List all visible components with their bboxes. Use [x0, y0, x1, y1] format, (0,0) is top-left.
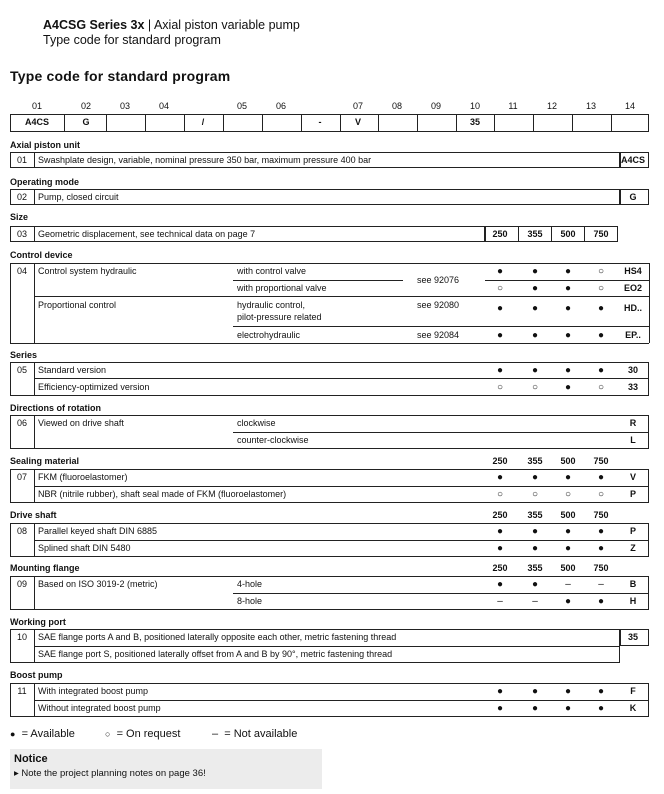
document-subtitle: Type code for standard program — [43, 33, 221, 47]
row-description: Geometric displacement, see technical data on page 7 — [38, 229, 256, 239]
table-rule — [233, 593, 649, 594]
section-title: Mounting flange — [10, 563, 80, 573]
control-group-label: Proportional control — [38, 300, 117, 310]
row-description: Pump, closed circuit — [38, 192, 119, 202]
control-option: hydraulic control, — [237, 300, 306, 310]
filled-circle-icon: ● — [564, 703, 572, 714]
size-header: 500 — [560, 510, 576, 520]
table-rule — [10, 343, 649, 344]
position-number: 07 — [352, 101, 363, 111]
position-number: 09 — [430, 101, 441, 111]
table-rule — [34, 646, 620, 647]
size-header: 355 — [527, 510, 543, 520]
order-code: R — [629, 418, 637, 428]
size-header: 355 — [527, 563, 543, 573]
filled-circle-icon: ● — [496, 266, 504, 277]
rotation-option: counter-clockwise — [237, 435, 309, 445]
row-description: Based on ISO 3019-2 (metric) — [38, 579, 158, 589]
section-title: Working port — [10, 617, 66, 627]
table-rule — [233, 432, 649, 433]
control-option: with proportional valve — [237, 283, 327, 293]
table-rule — [378, 114, 379, 132]
row-description: Viewed on drive shaft — [38, 418, 124, 428]
order-code: V — [629, 472, 636, 482]
row-description: Splined shaft DIN 5480 — [38, 543, 131, 553]
order-code: G — [629, 192, 637, 202]
filled-circle-icon: ● — [531, 526, 539, 537]
order-code: 33 — [627, 382, 638, 392]
filled-circle-icon: ● — [597, 526, 605, 537]
notice-text: ▸ Note the project planning notes on page 36! — [14, 768, 206, 779]
table-rule — [572, 114, 573, 132]
position-number: 04 — [158, 101, 169, 111]
dash-icon: – — [497, 596, 503, 607]
filled-circle-icon: ● — [564, 686, 572, 697]
filled-circle-icon: ● — [564, 596, 572, 607]
filled-circle-icon: ● — [496, 303, 504, 314]
open-circle-icon: ○ — [564, 489, 572, 500]
legend-on-request: ○ = On request — [105, 728, 181, 740]
flange-option: 4-hole — [237, 579, 263, 589]
row-number: 11 — [17, 686, 27, 696]
notice-box — [10, 749, 322, 789]
order-code: P — [629, 526, 636, 536]
table-rule — [34, 189, 35, 205]
row-number: 08 — [16, 526, 27, 536]
row-number: 09 — [16, 579, 27, 589]
table-rule — [649, 263, 650, 343]
table-rule — [233, 280, 403, 281]
row-number: 02 — [16, 192, 27, 202]
table-rule — [34, 152, 35, 168]
filled-circle-icon: ● — [564, 283, 572, 294]
filled-circle-icon: ● — [496, 579, 504, 590]
document-header — [43, 18, 300, 32]
filled-circle-icon: ● — [597, 472, 605, 483]
size-cell: 355 — [527, 229, 543, 239]
filled-circle-icon: ● — [496, 543, 504, 554]
page-title: Type code for standard program — [10, 68, 231, 84]
series-name: A4CSG Series 3x — [43, 18, 145, 32]
table-rule — [106, 114, 107, 132]
position-number: 11 — [508, 101, 518, 111]
order-code: F — [630, 686, 636, 696]
filled-circle-icon: ● — [564, 382, 572, 393]
table-rule — [10, 263, 649, 264]
dash-icon: – — [532, 596, 538, 607]
table-rule — [223, 114, 224, 132]
row-number: 04 — [16, 266, 27, 276]
section-title: Drive shaft — [10, 510, 57, 520]
table-rule — [34, 576, 35, 610]
product-name: | Axial piston variable pump — [144, 18, 300, 32]
filled-circle-icon: ● — [597, 330, 605, 341]
filled-circle-icon: ● — [564, 526, 572, 537]
table-rule — [64, 114, 65, 132]
size-header: 500 — [560, 563, 576, 573]
filled-circle-icon: ● — [531, 703, 539, 714]
table-rule — [34, 296, 649, 297]
size-header: 355 — [527, 456, 543, 466]
table-rule — [34, 378, 649, 379]
legend-not-available: – = Not available — [212, 728, 298, 740]
control-option: with control valve — [237, 266, 307, 276]
type-code-cell: V — [354, 117, 361, 127]
row-number: 01 — [16, 155, 27, 165]
section-title: Control device — [10, 250, 73, 260]
flange-option: 8-hole — [237, 596, 263, 606]
filled-circle-icon: ● — [531, 472, 539, 483]
order-code: EP.. — [625, 330, 641, 340]
size-header: 750 — [593, 563, 609, 573]
filled-circle-icon: ● — [10, 729, 16, 739]
section-title: Sealing material — [10, 456, 80, 466]
order-code: EO2 — [623, 283, 642, 293]
filled-circle-icon: ● — [496, 330, 504, 341]
order-code: L — [630, 435, 636, 445]
filled-circle-icon: ● — [496, 526, 504, 537]
table-rule — [34, 415, 35, 449]
order-code: A4CS — [620, 155, 645, 165]
row-description: FKM (fluoroelastomer) — [38, 472, 128, 482]
row-description: Parallel keyed shaft DIN 6885 — [38, 526, 158, 536]
position-number: 03 — [119, 101, 130, 111]
section-title: Size — [10, 212, 29, 222]
row-description: Standard version — [38, 365, 107, 375]
row-description: Without integrated boost pump — [38, 703, 161, 713]
table-rule — [485, 280, 649, 281]
type-code-cell: G — [82, 117, 90, 127]
row-number: 07 — [16, 472, 27, 482]
filled-circle-icon: ● — [531, 365, 539, 376]
open-circle-icon: ○ — [496, 489, 504, 500]
notice-title: Notice — [14, 753, 48, 765]
table-rule — [518, 226, 519, 242]
size-cell: 750 — [593, 229, 609, 239]
section-title: Boost pump — [10, 670, 63, 680]
position-number: 01 — [31, 101, 42, 111]
table-rule — [145, 114, 146, 132]
type-code-cell: - — [318, 117, 322, 127]
legend-available: ● = Available — [10, 728, 75, 740]
control-group-label: Control system hydraulic — [38, 266, 137, 276]
dash-icon: – — [565, 579, 571, 590]
filled-circle-icon: ● — [597, 703, 605, 714]
rotation-option: clockwise — [237, 418, 276, 428]
table-rule — [34, 362, 35, 396]
position-number: 14 — [624, 101, 635, 111]
order-code: H — [629, 596, 637, 606]
filled-circle-icon: ● — [531, 543, 539, 554]
open-circle-icon: ○ — [531, 489, 539, 500]
position-number: 12 — [546, 101, 557, 111]
filled-circle-icon: ● — [564, 266, 572, 277]
order-code: B — [629, 579, 637, 589]
order-code: 30 — [627, 365, 638, 375]
filled-circle-icon: ● — [531, 579, 539, 590]
type-code-cell: 35 — [469, 117, 480, 127]
filled-circle-icon: ● — [531, 283, 539, 294]
open-circle-icon: ○ — [496, 382, 504, 393]
position-number: 10 — [469, 101, 480, 111]
table-rule — [10, 263, 11, 343]
size-cell: 250 — [492, 229, 508, 239]
section-title: Operating mode — [10, 177, 80, 187]
size-header: 500 — [560, 456, 576, 466]
table-rule — [551, 226, 552, 242]
open-circle-icon: ○ — [496, 283, 504, 294]
order-code: Z — [630, 543, 636, 553]
position-number: 06 — [275, 101, 286, 111]
size-cell: 500 — [560, 229, 576, 239]
filled-circle-icon: ● — [531, 303, 539, 314]
table-rule — [584, 226, 585, 242]
row-description: SAE flange port S, positioned laterally offset from A and B by 90°, metric fastening thread — [38, 649, 393, 659]
open-circle-icon: ○ — [597, 266, 605, 277]
filled-circle-icon: ● — [531, 330, 539, 341]
size-header: 250 — [492, 563, 508, 573]
filled-circle-icon: ● — [564, 365, 572, 376]
filled-circle-icon: ● — [496, 686, 504, 697]
row-description: SAE flange ports A and B, positioned laterally opposite each other, metric fastening thread — [38, 632, 397, 642]
filled-circle-icon: ● — [564, 330, 572, 341]
table-rule — [233, 326, 649, 327]
position-number: 13 — [585, 101, 596, 111]
filled-circle-icon: ● — [564, 543, 572, 554]
size-header: 250 — [492, 510, 508, 520]
table-rule — [417, 114, 418, 132]
filled-circle-icon: ● — [597, 686, 605, 697]
position-number: 05 — [236, 101, 247, 111]
open-circle-icon: ○ — [105, 729, 111, 739]
filled-circle-icon: ● — [597, 303, 605, 314]
table-rule — [533, 114, 534, 132]
row-number: 03 — [16, 229, 27, 239]
order-code: 35 — [627, 632, 638, 642]
row-description: Swashplate design, variable, nominal pressure 350 bar, maximum pressure 400 bar — [38, 155, 372, 165]
filled-circle-icon: ● — [531, 266, 539, 277]
order-code: HS4 — [624, 266, 642, 276]
type-code-cell: A4CS — [24, 117, 49, 127]
row-description: Efficiency-optimized version — [38, 382, 150, 392]
section-title: Series — [10, 350, 38, 360]
filled-circle-icon: ● — [496, 703, 504, 714]
open-circle-icon: ○ — [597, 283, 605, 294]
order-code: K — [629, 703, 637, 713]
position-number: 02 — [80, 101, 91, 111]
table-rule — [262, 114, 263, 132]
filled-circle-icon: ● — [564, 303, 572, 314]
row-number: 10 — [16, 632, 27, 642]
open-circle-icon: ○ — [531, 382, 539, 393]
filled-circle-icon: ● — [597, 365, 605, 376]
row-number: 05 — [16, 365, 27, 375]
filled-circle-icon: ● — [496, 365, 504, 376]
filled-circle-icon: ● — [564, 472, 572, 483]
section-title: Axial piston unit — [10, 140, 81, 150]
dash-icon: – — [598, 579, 604, 590]
row-description: NBR (nitrile rubber), shaft seal made of FKM (fluoroelastomer) — [38, 489, 287, 499]
row-description: With integrated boost pump — [38, 686, 149, 696]
data-sheet-reference: see 92076 — [417, 275, 460, 285]
table-rule — [34, 486, 649, 487]
type-code-cell: / — [201, 117, 205, 127]
open-circle-icon: ○ — [597, 382, 605, 393]
filled-circle-icon: ● — [597, 543, 605, 554]
size-header: 750 — [593, 510, 609, 520]
filled-circle-icon: ● — [531, 686, 539, 697]
position-number: 08 — [391, 101, 402, 111]
table-rule — [34, 700, 649, 701]
order-code: P — [629, 489, 636, 499]
control-option-detail: pilot-pressure related — [237, 312, 322, 322]
table-rule — [34, 263, 35, 343]
table-rule — [34, 540, 649, 541]
data-sheet-reference: see 92084 — [417, 330, 460, 340]
filled-circle-icon: ● — [597, 596, 605, 607]
size-header: 250 — [492, 456, 508, 466]
table-rule — [611, 114, 612, 132]
order-code: HD.. — [624, 303, 642, 313]
dash-icon: – — [212, 728, 219, 740]
section-title: Directions of rotation — [10, 403, 102, 413]
data-sheet-reference: see 92080 — [417, 300, 460, 310]
table-rule — [34, 226, 35, 242]
table-rule — [494, 114, 495, 132]
size-header: 750 — [593, 456, 609, 466]
row-number: 06 — [16, 418, 27, 428]
control-option: electrohydraulic — [237, 330, 301, 340]
filled-circle-icon: ● — [496, 472, 504, 483]
open-circle-icon: ○ — [597, 489, 605, 500]
